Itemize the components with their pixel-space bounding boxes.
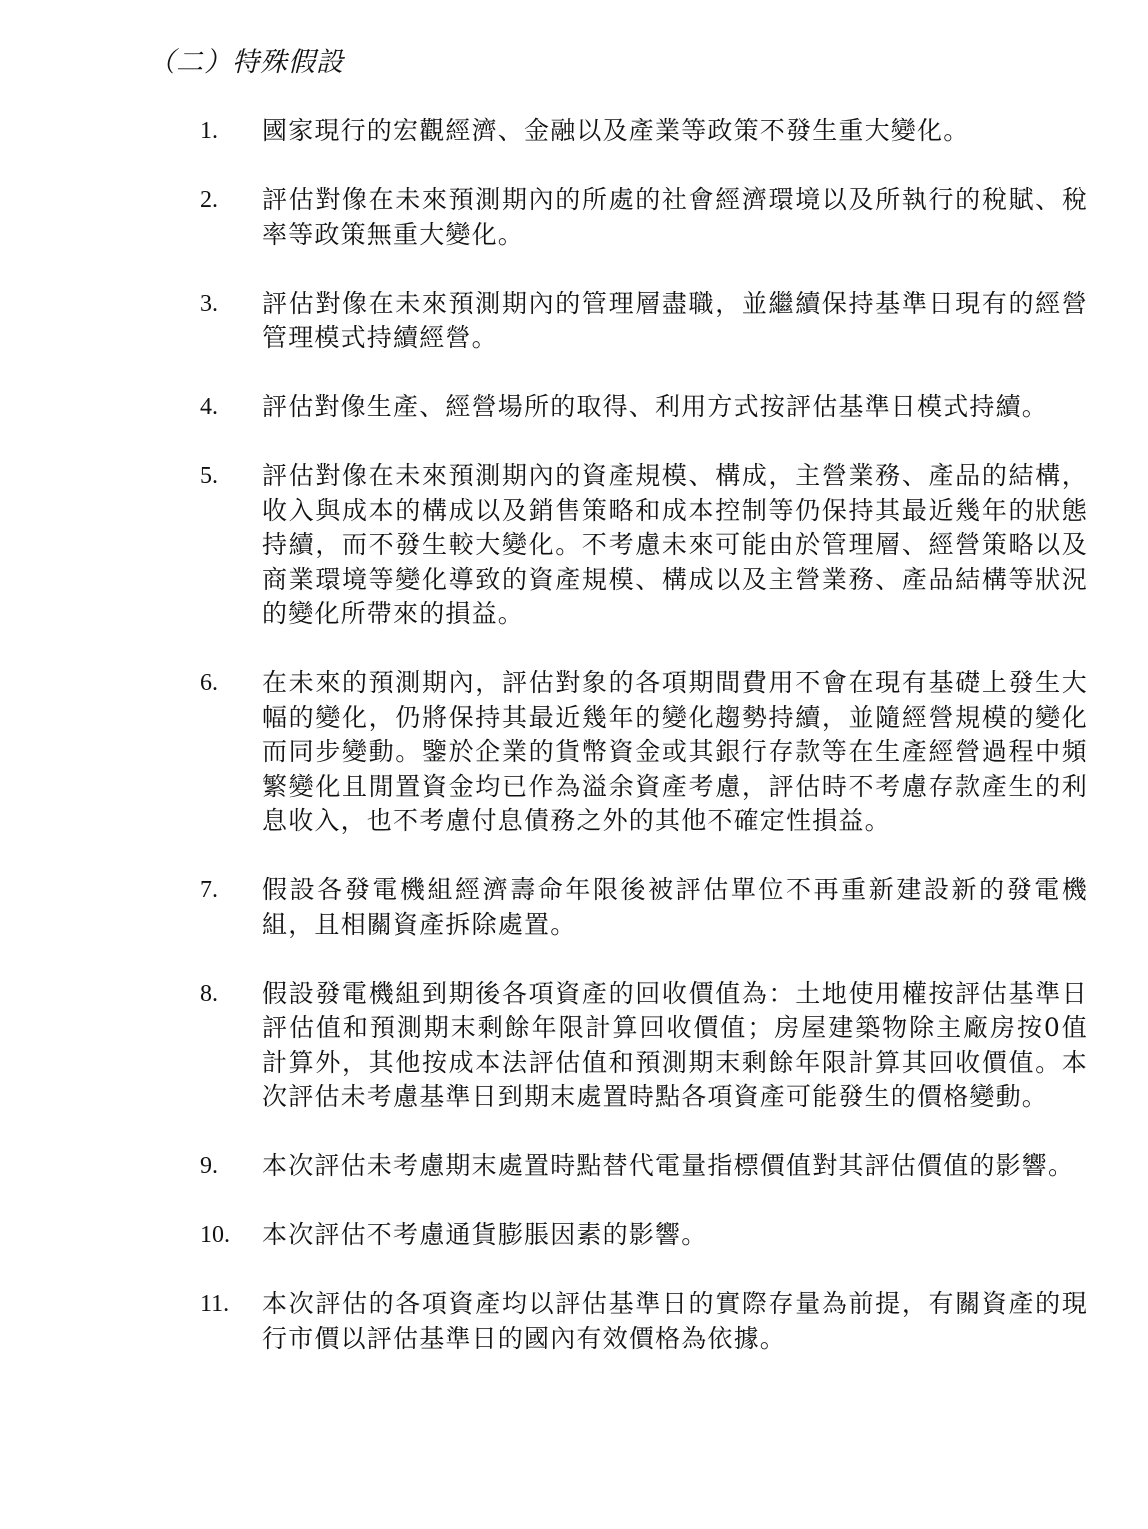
item-number: 1.: [200, 118, 218, 144]
item-number: 8.: [200, 980, 218, 1007]
section-title: （二）特殊假設: [148, 47, 344, 78]
item-number: 2.: [200, 187, 218, 213]
item-text: 本次評估未考慮期末處置時點替代電量指標價值對其評估價值的影響。: [262, 1151, 1075, 1180]
list-item: [200, 1149, 1100, 1184]
item-text: 在未來的預測期內，評估對象的各項期間費用不會在現有基礎上發生大幅的變化，仍將保持其最近幾年的變化趨勢持續，並隨經營規模的變化而同步變動。鑒於企業的貨幣資金或其銀行存款等在生產經營過程中頻繁變化且閒置資金均已作為溢余資產考慮，評估時不考慮存款產生的利息收入，也不考慮付息債務之外的其他不確定性損益。: [262, 668, 1088, 835]
item-number: 10.: [200, 1222, 230, 1248]
item-text: 本次評估不考慮通貨膨脹因素的影響。: [262, 1220, 708, 1249]
list-item: [200, 873, 1100, 942]
list-item: [200, 1218, 1100, 1253]
item-number: 5.: [200, 463, 218, 489]
list-item: [200, 183, 1100, 252]
item-text: 評估對像在未來預測期內的管理層盡職，並繼續保持基準日現有的經營管理模式持續經營。: [262, 288, 1088, 352]
list-item: [200, 459, 1100, 632]
list-item: [200, 1287, 1100, 1356]
item-number: 6.: [200, 670, 218, 696]
item-number: 11.: [200, 1291, 230, 1317]
item-text: 假設發電機組到期後各項資產的回收價值為：土地使用權按評估基準日評估值和預測期末剩餘年限計算回收價值；房屋建築物除主廠房按0值計算外，其他按成本法評估值和預測期末剩餘年限計算其回收價值。本次評估未考慮基準日到期末處置時點各項資產可能發生的價格變動。: [262, 978, 1088, 1111]
item-text: 評估對像在未來預測期內的所處的社會經濟環境以及所執行的稅賦、稅率等政策無重大變化。: [262, 185, 1088, 249]
list-item: [200, 977, 1100, 1115]
special-assumptions-list: [200, 114, 1100, 1391]
item-number: 3.: [200, 290, 218, 317]
list-item: [200, 287, 1100, 356]
item-text: 評估對像在未來預測期內的資產規模、構成，主營業務、產品的結構，收入與成本的構成以及銷售策略和成本控制等仍保持其最近幾年的狀態持續，而不發生較大變化。不考慮未來可能由於管理層、經營策略以及商業環境等變化導致的資產規模、構成以及主營業務、產品結構等狀況的變化所帶來的損益。: [262, 461, 1088, 628]
item-text: 本次評估的各項資產均以評估基準日的實際存量為前提，有關資產的現行市價以評估基準日的國內有效價格為依據。: [262, 1289, 1088, 1353]
list-item: [200, 114, 1100, 149]
item-text: 國家現行的宏觀經濟、金融以及產業等政策不發生重大變化。: [262, 116, 970, 145]
item-number: 4.: [200, 394, 218, 420]
item-text: 假設各發電機組經濟壽命年限後被評估單位不再重新建設新的發電機組，且相關資產拆除處置。: [262, 875, 1088, 939]
list-item: [200, 390, 1100, 425]
list-item: [200, 666, 1100, 839]
item-number: 9.: [200, 1153, 218, 1179]
item-text: 評估對像生產、經營場所的取得、利用方式按評估基準日模式持續。: [262, 392, 1049, 421]
item-number: 7.: [200, 877, 218, 903]
